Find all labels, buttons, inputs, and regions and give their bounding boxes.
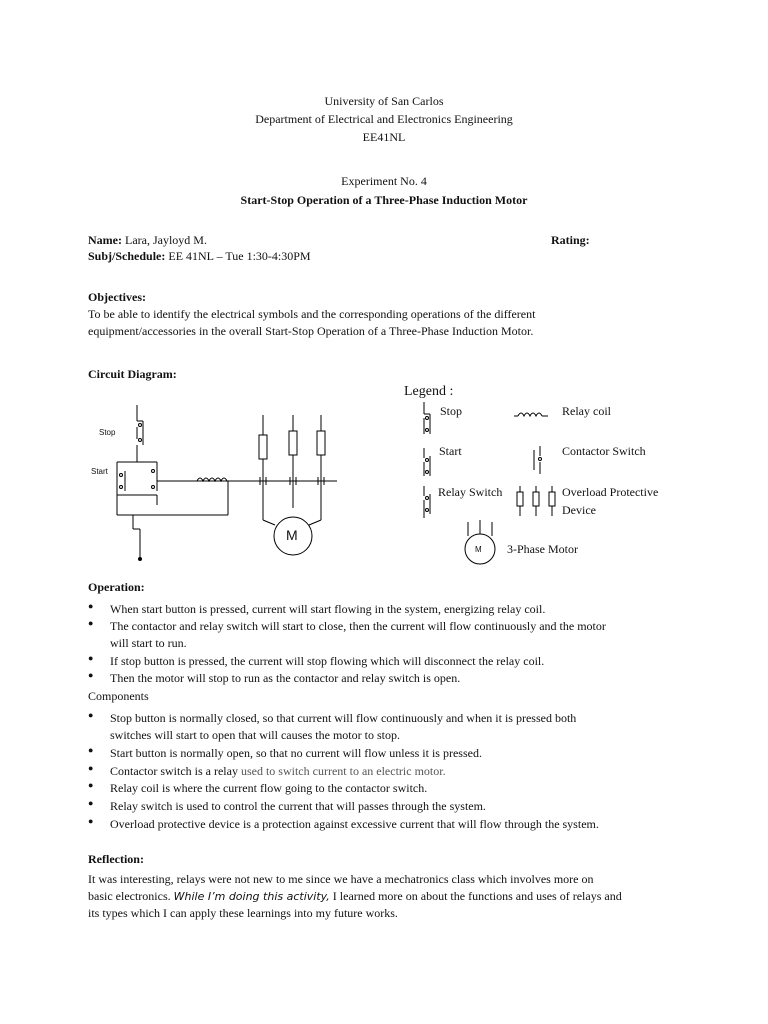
legend-relay-switch: Relay Switch xyxy=(438,485,503,499)
objectives-line-2: equipment/accessories in the overall Start-Stop Operation of a Three-Phase Induction Motor. xyxy=(88,324,534,338)
legend-stop: Stop xyxy=(440,404,463,418)
reflection-heading: Reflection: xyxy=(88,852,144,866)
circuit-heading: Circuit Diagram: xyxy=(88,367,177,381)
legend-start: Start xyxy=(439,444,462,458)
circuit-diagram xyxy=(85,405,350,575)
legend-motor-symbol-label: M xyxy=(475,545,482,554)
components-heading: Components xyxy=(88,689,149,703)
circuit-start-label: Start xyxy=(91,467,108,476)
experiment-number: Experiment No. 4 xyxy=(341,174,427,188)
department-name: Department of Electrical and Electronics Engineering xyxy=(255,112,513,126)
schedule-line xyxy=(88,249,311,264)
experiment-title: Start-Stop Operation of a Three-Phase Induction Motor xyxy=(240,193,528,207)
circuit-motor-label: M xyxy=(286,527,298,543)
objectives-line-1: To be able to identify the electrical symbols and the corresponding operations of the different xyxy=(88,307,536,321)
legend-motor: 3-Phase Motor xyxy=(507,542,578,556)
legend-contactor-switch: Contactor Switch xyxy=(562,444,646,458)
schedule-label: Subj/Schedule: xyxy=(88,249,166,263)
university-name: University of San Carlos xyxy=(324,94,444,108)
name-value: Lara, Jayloyd M. xyxy=(124,233,207,247)
schedule-value: EE 41NL – Tue 1:30-4:30PM xyxy=(168,249,311,263)
circuit-stop-label: Stop xyxy=(99,428,116,437)
legend-overload-line-2: Device xyxy=(562,503,596,517)
reflection-line-2: basic electronics. While I’m doing this activity, I learned more on about the functions and uses of relays and xyxy=(88,889,622,903)
objectives-heading: Objectives: xyxy=(88,290,146,304)
legend-overload-line-1: Overload Protective xyxy=(562,485,659,499)
operation-heading: Operation: xyxy=(88,580,145,594)
legend-relay-coil: Relay coil xyxy=(562,404,611,418)
name-label: Name: xyxy=(88,233,122,247)
rating-label: Rating: xyxy=(551,233,590,247)
name-line xyxy=(88,233,207,248)
reflection-line-1: It was interesting, relays were not new to me since we have a mechatronics class which involves more on xyxy=(88,872,594,886)
reflection-line-3: its types which I can apply these learnings into my future works. xyxy=(88,906,398,920)
legend-title: Legend : xyxy=(404,384,454,399)
course-code: EE41NL xyxy=(362,130,406,144)
